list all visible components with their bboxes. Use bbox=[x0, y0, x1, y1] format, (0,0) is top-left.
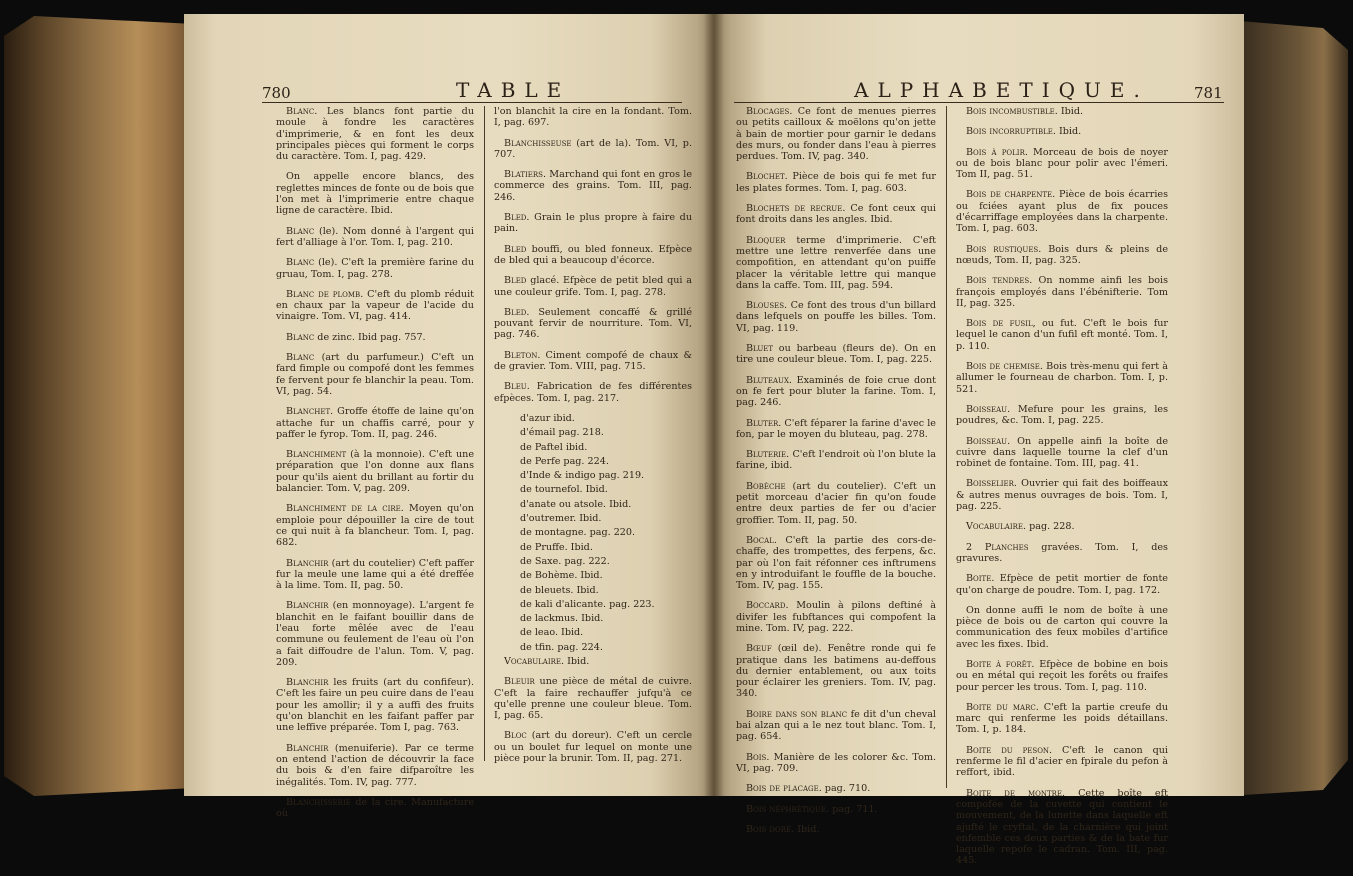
index-entry bbox=[956, 404, 1168, 427]
index-entry bbox=[276, 677, 474, 733]
entry-headword: Blanc de plomb. bbox=[286, 288, 364, 300]
entry-headword: Blanchiment bbox=[286, 449, 347, 461]
entry-headword: Boite. bbox=[966, 573, 995, 585]
entry-text: (art du coutelier). C'eft un petit morceau d'acier fin qu'on foude entre deux parties de fer ou d'acier groffier. Tom. II, pag. 50. bbox=[736, 480, 936, 526]
index-entry bbox=[276, 449, 474, 494]
entry-headword: Blanchir bbox=[286, 600, 329, 612]
entry-text: ou fut. C'eft le bois fur lequel le canon d'un fufil eft monté. Tom. I, p. 110. bbox=[956, 318, 1169, 352]
index-entry bbox=[956, 189, 1168, 234]
index-entry bbox=[736, 643, 936, 699]
index-entry bbox=[276, 171, 474, 216]
entry-headword: Blanchet. bbox=[286, 406, 334, 418]
entry-headword: Boire dans son blanc bbox=[746, 708, 848, 720]
entry-text: Moyen qu'on emploie pour dépouiller la cire de tout ce qui nuit à fa blancheur. Tom. I, pag. 682. bbox=[276, 503, 474, 549]
entry-text: Groffe étoffe de laine qu'on attache fur un chaffis carré, pour y paffer le fyrop. Tom. II, pag. 246. bbox=[276, 406, 474, 440]
index-entry bbox=[736, 600, 936, 634]
index-entry bbox=[736, 709, 936, 743]
entry-text: ou barbeau (fleurs de). On en tire une couleur bleue. Tom. I, pag. 225. bbox=[736, 343, 936, 366]
index-entry bbox=[276, 558, 474, 592]
entry-text: Fabrication de fes différentes efpèces. Tom. I, pag. 217. bbox=[494, 381, 692, 404]
right-page bbox=[714, 14, 1244, 867]
index-entry bbox=[276, 503, 474, 548]
entry-text: (art du parfumeur.) C'eft un fard fimple ou compofé dont les femmes fe fervent pour fe blanchir la peau. Tom. VI, pag. 54. bbox=[276, 352, 474, 397]
entry-headword: Blanchir bbox=[286, 677, 329, 689]
entry-text: C'eft l'endroit où l'on blute la farine, ibid. bbox=[736, 449, 936, 472]
left-column-1 bbox=[276, 106, 474, 828]
entry-headword: Bled. bbox=[504, 212, 530, 224]
entry-text: C'eft féparer la farine d'avec le fon, par le moyen du bluteau, pag. 278. bbox=[736, 417, 936, 440]
entry-headword: Boite de montre. bbox=[966, 787, 1066, 799]
entry-headword: Vocabulaire. bbox=[966, 521, 1027, 533]
entry-headword: Bleton. bbox=[504, 349, 541, 361]
right-column-1 bbox=[736, 106, 936, 844]
entry-headword: Blanc bbox=[286, 225, 315, 237]
entry-text: Efpèce de bobine en bois ou en métal qui reçoit les forêts ou fraifes pour percer les trous. Tom. I, pag. 110. bbox=[956, 658, 1168, 693]
index-entry bbox=[276, 600, 474, 668]
left-page-number: 780 bbox=[262, 84, 291, 102]
index-entry bbox=[736, 804, 936, 815]
left-column-2 bbox=[494, 106, 692, 773]
entry-text: (art de la). Tom. VI, p. 707. bbox=[494, 137, 692, 160]
entry-text: Ce font ceux qui font droits dans les angles. Ibid. bbox=[736, 203, 937, 226]
entry-headword: Blanchir bbox=[286, 557, 329, 569]
entry-headword: Bluterie. bbox=[746, 449, 790, 461]
sub-entry: d'anate ou atsole. Ibid. bbox=[520, 498, 632, 510]
index-entry bbox=[276, 289, 474, 323]
entry-text: terme d'imprimerie. C'eft mettre une lettre renverfée dans une compofition, en attendant qu'on puiffe placer la véritable lettre qui manque dans la caffe. Tom. III, pag. 594. bbox=[736, 234, 936, 291]
index-entry bbox=[956, 542, 1168, 565]
entry-headword: Bois tendres. bbox=[966, 275, 1033, 287]
left-column-divider bbox=[484, 106, 485, 761]
entry-headword: Bled. bbox=[504, 306, 530, 318]
sub-entry: d'émail pag. 218. bbox=[520, 427, 604, 439]
sub-entry: de Pruffe. Ibid. bbox=[520, 541, 593, 553]
entry-headword: Bois à polir. bbox=[966, 146, 1028, 158]
index-entry bbox=[276, 743, 474, 788]
entry-text: (en monnoyage). L'argent fe blanchit en le faifant bouillir dans de l'eau forte mêlée avec de l'eau commune ou feulement de l'eau où l'on a fait diffoudre de l'alun. Tom. V, pag. 209. bbox=[276, 600, 474, 668]
index-entry bbox=[736, 752, 936, 775]
entry-headword: Blanchir bbox=[286, 742, 329, 754]
entry-headword: Blanc bbox=[286, 331, 315, 343]
index-entry bbox=[736, 203, 936, 226]
sub-entry: de Paftel ibid. bbox=[520, 441, 588, 453]
index-entry bbox=[736, 783, 936, 794]
index-entry bbox=[736, 481, 936, 526]
entry-headword: Blanchiment de la cire. bbox=[286, 503, 404, 515]
left-head-rule bbox=[262, 102, 682, 103]
entry-headword: Boccard. bbox=[746, 600, 789, 612]
entry-text: Ibid. bbox=[564, 655, 590, 667]
index-entry bbox=[494, 169, 692, 203]
index-entry bbox=[276, 332, 474, 343]
entry-headword: Bleu. bbox=[504, 381, 530, 393]
entry-headword: Blanchisserie bbox=[286, 796, 351, 808]
index-entry bbox=[736, 235, 936, 291]
sub-entry: de Bohème. Ibid. bbox=[520, 570, 603, 582]
entry-text: (menuiferie). Par ce terme on entend l'action de découvrir la face du bois & d'en faire difparoître les inégalités. Tom. IV, pag. 777. bbox=[276, 742, 474, 788]
entry-text: On donne auffi le nom de boîte à une pièce de bois ou de carton qui couvre la communication des feux mobiles d'artifice avec les fixes. Ibid. bbox=[956, 604, 1168, 650]
entry-headword: Blanchisseuse bbox=[504, 137, 572, 149]
right-head-rule bbox=[734, 102, 1224, 103]
entry-headword: Bois de chemise. bbox=[966, 361, 1043, 373]
entry-text: On appelle encore blancs, des reglettes minces de fonte ou de bois que l'on met à l'imprimerie entre chaque ligne de caractère. Ibid. bbox=[276, 171, 474, 217]
sub-entry: de Perfe pag. 224. bbox=[520, 455, 609, 467]
entry-text: Ouvrier qui fait des boiffeaux & autres menus ouvrages de bois. Tom. I, pag. 225. bbox=[956, 478, 1168, 513]
left-running-head: TABLE bbox=[456, 78, 571, 102]
index-entry bbox=[736, 300, 936, 334]
sub-entry: de montagne. pag. 220. bbox=[520, 527, 636, 539]
index-entry bbox=[494, 381, 692, 404]
entry-text: (le). Nom donné à l'argent qui fert d'alliage à l'or. Tom. I, pag. 210. bbox=[276, 225, 474, 248]
sub-entry: de leao. Ibid. bbox=[520, 627, 584, 639]
sub-entry: d'outremer. Ibid. bbox=[520, 513, 602, 525]
entry-text: (art du doreur). C'eft un cercle ou un boulet fur lequel on monte une pièce pour la brunir. Tom. II, pag. 271. bbox=[494, 730, 692, 765]
entry-text: les fruits (art du confifeur). C'eft les faire un peu cuire dans de l'eau pour les amollir; il y a auffi des fruits qu'on blanchit en les faifant paffer par une leffive préparée. Tom I, pag. 763. bbox=[276, 677, 474, 734]
index-entry bbox=[276, 352, 474, 397]
entry-headword: Bobèche bbox=[746, 480, 786, 492]
entry-headword: Blochets de recrue. bbox=[746, 203, 846, 215]
entry-headword: Bois. bbox=[746, 751, 770, 763]
entry-text: pag. 710. bbox=[821, 783, 871, 795]
index-entry bbox=[956, 126, 1168, 137]
right-running-head: ALPHABETIQUE. bbox=[854, 78, 1149, 102]
entry-text: Ibid. bbox=[1055, 126, 1082, 138]
entry-text: une pièce de métal de cuivre. C'eft la faire rechauffer jufqu'à ce qu'elle prenne une couleur bleue. Tom. I, pag. 65. bbox=[494, 676, 692, 722]
entry-text: Examinés de foie crue dont on fe fert pour bluter la farine. Tom. I, pag. 246. bbox=[736, 374, 936, 409]
entry-text: Pièce de bois écarries ou fciées ayant plus de fix pouces d'écarriffage employées dans la charpente. Tom. I, pag. 603. bbox=[956, 189, 1169, 235]
index-entry bbox=[736, 171, 936, 194]
index-entry bbox=[494, 307, 692, 341]
index-entry bbox=[276, 406, 474, 440]
right-column-divider bbox=[946, 106, 947, 788]
index-entry bbox=[956, 436, 1168, 470]
entry-headword: Bois néphrétique. bbox=[746, 803, 830, 815]
sub-entry: de bleuets. Ibid. bbox=[520, 584, 599, 596]
index-entry bbox=[956, 605, 1168, 650]
entry-text: On appelle ainfi la boîte de cuivre dans laquelle tourne la clef d'un robinet de fontaine. Tom. III, pag. 41. bbox=[956, 435, 1168, 470]
index-entry bbox=[276, 226, 474, 249]
entry-text: Cette boîte eft compofée de la cuvette qui contient le mouvement, de la lunette dans laquelle eft ajufté le cryftal, de la charnière qui joint enfemble ces deux parties & de la bate fur laquelle repofe le cadran. Tom. III, pag. 445. bbox=[956, 787, 1168, 867]
entry-headword: Bluter. bbox=[746, 417, 782, 429]
index-entry bbox=[736, 449, 936, 472]
index-entry bbox=[736, 418, 936, 441]
entry-text: Seulement concaffé & grillé pouvant fervir de nourriture. Tom. VI, pag. 746. bbox=[494, 306, 692, 341]
sub-entry: de tournefol. Ibid. bbox=[520, 484, 608, 496]
entry-headword: Bleuir bbox=[504, 676, 535, 688]
index-entry bbox=[956, 521, 1168, 532]
entry-headword: Blanc. bbox=[286, 106, 318, 117]
sub-entry: de tfin. pag. 224. bbox=[520, 641, 603, 653]
index-entry bbox=[494, 244, 692, 267]
entry-text: Ce font de menues pierres ou petits cailloux & moëlons qu'on jette à bain de mortier pour garnir le dedans des murs, ou fonder dans l'eau à pierres perdues. Tom. IV, pag. 340. bbox=[736, 106, 936, 163]
entry-text: Grain le plus propre à faire du pain. bbox=[494, 212, 692, 235]
index-entry bbox=[276, 257, 474, 280]
entry-headword: Blouses. bbox=[746, 300, 788, 312]
entry-text: Bois durs & pleins de nœuds, Tom. II, pag. 325. bbox=[956, 243, 1168, 266]
index-entry bbox=[956, 702, 1168, 736]
index-entry bbox=[736, 343, 936, 366]
entry-text: C'eft du plomb réduit en chaux par la vapeur de l'acide du vinaigre. Tom. VI, pag. 414. bbox=[276, 288, 475, 323]
index-entry bbox=[736, 824, 936, 835]
sub-entry: de kali d'alicante. pag. 223. bbox=[520, 598, 655, 610]
entry-text: de zinc. Ibid pag. 757. bbox=[314, 331, 426, 343]
entry-text: Morceau de bois de noyer ou de bois blanc pour polir avec l'émeri. Tom II, pag. 51. bbox=[956, 146, 1168, 181]
index-entry bbox=[276, 797, 474, 820]
index-entry bbox=[736, 535, 936, 591]
entry-text: Bois très-menu qui fert à allumer le fourneau de charbon. Tom. I, p. 521. bbox=[956, 361, 1168, 395]
index-entry bbox=[956, 573, 1168, 596]
entry-text: Marchand qui font en gros le commerce des grains. Tom. III, pag. 246. bbox=[494, 169, 692, 203]
entry-text: de la cire. Manufacture où bbox=[276, 796, 474, 820]
entry-headword: Blochet. bbox=[746, 171, 788, 183]
entry-text: bouffi, ou bled fonneux. Efpèce de bled qui a beaucoup d'écorce. bbox=[494, 243, 692, 266]
entry-text: pag. 228. bbox=[1026, 521, 1075, 533]
entry-headword: Bluteaux. bbox=[746, 374, 792, 386]
open-book bbox=[4, 6, 1348, 867]
entry-text: Pièce de bois qui fe met fur les plates formes. Tom. I, pag. 603. bbox=[736, 171, 936, 194]
entry-text: pag. 711. bbox=[829, 803, 878, 815]
index-entry bbox=[956, 106, 1168, 117]
entry-text: C'eft la partie creufe du marc qui renferme les poids détaillans. Tom. I, p. 184. bbox=[956, 701, 1169, 736]
index-entry bbox=[276, 106, 474, 162]
entry-text: (œil de). Fenêtre ronde qui fe pratique dans les batimens au-deffous du dernier entablement, ou aux toits pour éclairer les greniers. Tom. IV, pag. 340. bbox=[736, 643, 936, 700]
entry-headword: Boite du peson. bbox=[966, 744, 1053, 756]
index-entry bbox=[494, 350, 692, 373]
entry-text: l'on blanchit la cire en la fondant. Tom. I, pag. 697. bbox=[494, 106, 692, 129]
entry-headword: Bluet bbox=[746, 343, 773, 355]
entry-text: Moulin à pilons deftiné à divifer les fubftances qui compofent la mine. Tom. IV, pag. 222. bbox=[736, 600, 936, 634]
left-page bbox=[184, 14, 714, 820]
entry-headword: Blatiers. bbox=[504, 169, 547, 181]
entry-text: On nomme ainfi les bois françois employés dans l'ébénifterie. Tom II, pag. 325. bbox=[956, 275, 1169, 309]
index-entry bbox=[494, 275, 692, 298]
index-entry bbox=[956, 659, 1168, 693]
entry-headword: Bocal. bbox=[746, 534, 777, 546]
entry-headword: Bois doré. bbox=[746, 823, 795, 835]
entry-headword: Bois rustiques. bbox=[966, 243, 1042, 255]
entry-headword: Bloquer bbox=[746, 234, 786, 246]
entry-text: C'eft le canon qui renferme le fil d'acier en fpirale du pefon à reffort, ibid. bbox=[956, 744, 1168, 779]
index-entry bbox=[956, 275, 1168, 309]
entry-headword: Vocabulaire. bbox=[504, 655, 565, 667]
sub-entry: d'Inde & indigo pag. 219. bbox=[520, 470, 645, 482]
entry-text: Ciment compofé de chaux & de gravier. Tom. VIII, pag. 715. bbox=[494, 349, 692, 373]
entry-text: fe dit d'un cheval bai alzan qui a le nez tout blanc. Tom. I, pag. 654. bbox=[736, 708, 936, 743]
entry-headword: Bled bbox=[504, 275, 527, 287]
index-entry bbox=[494, 106, 692, 129]
entry-headword: Blocages. bbox=[746, 106, 793, 117]
entry-text: (art du coutelier) C'eft paffer fur la meule une lame qui a été dreffée à la lime. Tom. II, pag. 50. bbox=[276, 557, 474, 592]
entry-text: Les blancs font partie du moule à fondre les caractères d'imprimerie, & en font les deux principales pièces qui forment le corps du caractère. Tom. I, pag. 429. bbox=[276, 106, 474, 163]
index-entry bbox=[736, 106, 936, 162]
entry-text: Ibid. bbox=[1057, 106, 1084, 117]
entry-text: Ibid. bbox=[794, 823, 820, 835]
entry-headword: Bois de charpente. bbox=[966, 189, 1056, 201]
entry-headword: Boite du marc. bbox=[966, 701, 1039, 713]
right-column-2 bbox=[956, 106, 1168, 876]
entry-text: (le). C'eft la première farine du gruau, Tom. I, pag. 278. bbox=[276, 257, 474, 280]
right-page-number: 781 bbox=[1194, 84, 1223, 102]
entry-headword: Bœuf bbox=[746, 643, 772, 655]
entry-headword: Bloc bbox=[504, 730, 527, 742]
index-entry bbox=[956, 478, 1168, 512]
entry-headword: Boite à forêt. bbox=[966, 658, 1035, 670]
entry-headword: Boisselier. bbox=[966, 478, 1017, 490]
sub-entry: de Saxe. pag. 222. bbox=[520, 555, 610, 567]
index-entry bbox=[494, 138, 692, 161]
entry-headword: 2 Planches bbox=[966, 541, 1029, 553]
left-page-edges bbox=[4, 16, 194, 796]
entry-text: (à la monnoie). C'eft une préparation que l'on donne aux flans pour qu'ils aient du brillant au fortir du balancier. Tom. V, pag. 209. bbox=[276, 449, 474, 495]
entry-headword: Boisseau. bbox=[966, 435, 1011, 447]
entry-headword: Blanc bbox=[286, 352, 315, 364]
index-entry bbox=[494, 656, 692, 667]
entry-headword: Blanc bbox=[286, 257, 315, 269]
entry-text: Mefure pour les grains, les poudres, &c. Tom. I, pag. 225. bbox=[956, 403, 1168, 427]
book-gutter bbox=[704, 14, 724, 796]
sub-entry: de lackmus. Ibid. bbox=[520, 613, 604, 625]
entry-text: C'eft la partie des cors-de-chaffe, des trompettes, des ferpens, &c. par où l'on fait réfonner ces inftrumens en y introduifant le fouffle de la bouche. Tom. IV, pag. 155. bbox=[736, 534, 936, 592]
index-entry bbox=[736, 375, 936, 409]
index-entry bbox=[956, 318, 1168, 352]
index-entry bbox=[956, 745, 1168, 779]
entry-text: Manière de les colorer &c. Tom. VI, pag. 709. bbox=[736, 751, 936, 774]
index-entry bbox=[494, 676, 692, 721]
index-entry bbox=[494, 730, 692, 764]
index-entry bbox=[956, 788, 1168, 867]
index-entry bbox=[956, 361, 1168, 395]
entry-text: gravées. Tom. I, des gravures. bbox=[956, 541, 1168, 564]
entry-headword: Bois incombustible. bbox=[966, 106, 1058, 117]
entry-text: Efpèce de petit mortier de fonte qu'on charge de poudre. Tom. I, pag. 172. bbox=[956, 573, 1168, 596]
entry-text: Ce font des trous d'un billard dans lefquels on pouffe les billes. Tom. VI, pag. 119. bbox=[736, 300, 936, 334]
index-entry bbox=[956, 147, 1168, 181]
entry-headword: Boisseau. bbox=[966, 403, 1011, 415]
entry-headword: Bois de fusil, bbox=[966, 318, 1036, 330]
sub-entry: d'azur ibid. bbox=[520, 412, 575, 424]
entry-text: glacé. Efpèce de petit bled qui a une couleur grife. Tom. I, pag. 278. bbox=[494, 275, 692, 298]
right-page-edges bbox=[1228, 20, 1348, 796]
entry-headword: Bled bbox=[504, 243, 527, 255]
index-entry bbox=[956, 244, 1168, 267]
index-entry bbox=[494, 212, 692, 235]
entry-headword: Bois de placage. bbox=[746, 783, 822, 795]
entry-headword: Bois incorruptible. bbox=[966, 126, 1056, 138]
